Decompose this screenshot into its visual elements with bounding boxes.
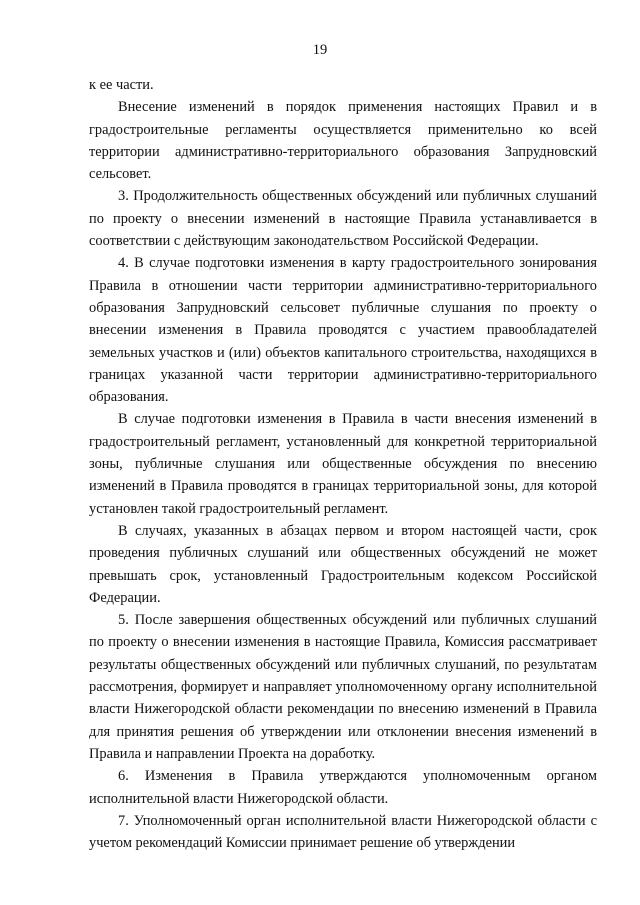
paragraph-item-3: 3. Продолжительность общественных обсуждений или публичных слушаний по проекту о внесении изменений в настоящие Правила устанавливается в соответствии с действующим законодательством Российской Федерации.: [89, 188, 597, 250]
document-body: [89, 74, 597, 854]
paragraph-regulation-change: В случае подготовки изменения в Правила в части внесения изменений в градостроительный регламент, установленный для конкретной территориальной зоны, публичные слушания или общественные обсуждения по внесению изменений в Правила проводятся в границах территориальной зоны, для которой установлен такой градостроительный регламент.: [89, 411, 597, 517]
paragraph-hearing-term: В случаях, указанных в абзацах первом и втором настоящей части, срок проведения публичных слушаний или общественных обсуждений не может превышать срок, установленный Градостроительным кодексом Российской Федерации.: [89, 522, 597, 606]
paragraph-continuation: к ее части.: [89, 77, 154, 93]
page-number: 19: [312, 42, 328, 58]
paragraph-changes-scope: Внесение изменений в порядок применения настоящих Правил и в градостроительные регламенты осуществляется применительно ко всей территории административно-территориального образования Запрудновский сельсовет.: [89, 99, 597, 183]
paragraph-item-5: 5. После завершения общественных обсуждений или публичных слушаний по проекту о внесении изменения в настоящие Правила, Комиссия рассматривает результаты общественных обсуждений или публичных слушаний, по результатам рассмотрения, формирует и направляет уполномоченному органу исполнительной власти Нижегородской области рекомендации по внесению изменений в Правила для принятия решения об утверждении или отклонении внесения изменений в Правила и направлении Проекта на доработку.: [89, 612, 597, 762]
paragraph-item-6: 6. Изменения в Правила утверждаются уполномоченным органом исполнительной власти Нижегородской области.: [89, 768, 597, 807]
paragraph-item-7: 7. Уполномоченный орган исполнительной власти Нижегородской области с учетом рекомендаций Комиссии принимает решение об утверждении: [89, 812, 597, 852]
paragraph-item-4: 4. В случае подготовки изменения в карту градостроительного зонирования Правила в отношении части территории административно-территориального образования Запрудновский сельсовет публичные слушания по проекту о внесении изменения в Правила проводятся с участием правообладателей земельных участков и (или) объектов капитального строительства, находящихся в границах указанной части территории административно-территориального образования.: [89, 255, 597, 406]
